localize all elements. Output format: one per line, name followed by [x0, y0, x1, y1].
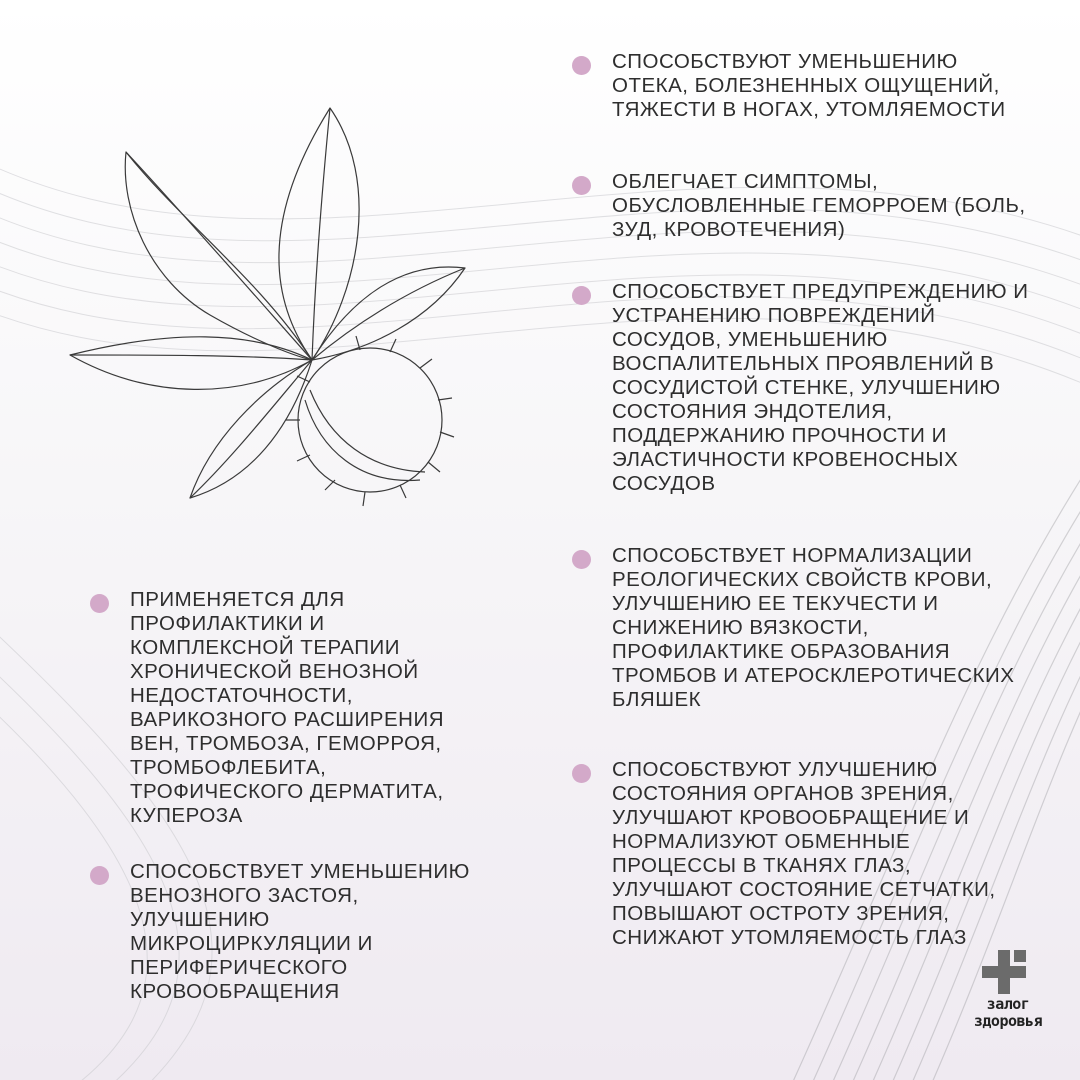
- bullet-dot: [90, 866, 109, 885]
- list-item-text: ОБЛЕГЧАЕТ СИМПТОМЫ, ОБУСЛОВЛЕННЫЕ ГЕМОРРОЕМ (БОЛЬ, ЗУД, КРОВОТЕЧЕНИЯ): [612, 170, 1026, 241]
- list-item: [572, 758, 1032, 950]
- list-item: [572, 170, 1032, 242]
- bullet-dot: [572, 286, 591, 305]
- list-item: [572, 280, 1032, 496]
- list-item: [90, 860, 490, 1004]
- list-item-text: СПОСОБСТВУЕТ НОРМАЛИЗАЦИИ РЕОЛОГИЧЕСКИХ СВОЙСТВ КРОВИ, УЛУЧШЕНИЮ ЕЕ ТЕКУЧЕСТИ И СНИЖЕНИЮ ВЯЗКОСТИ, ПРОФИЛАКТИКЕ ОБРАЗОВАНИЯ ТРОМБОВ И АТЕРОСКЛЕРОТИЧЕСКИХ БЛЯШЕК: [612, 544, 1015, 711]
- list-item-text: ПРИМЕНЯЕТСЯ ДЛЯ ПРОФИЛАКТИКИ И КОМПЛЕКСНОЙ ТЕРАПИИ ХРОНИЧЕСКОЙ ВЕНОЗНОЙ НЕДОСТАТОЧНОСТИ, ВАРИКОЗНОГО РАСШИРЕНИЯ ВЕН, ТРОМБОЗА, ГЕМОРРОЯ, ТРОМБОФЛЕБИТА, ТРОФИЧЕСКОГО ДЕРМАТИТА, КУПЕРОЗА: [130, 588, 444, 827]
- brand-logo: [958, 948, 1058, 1030]
- logo-text-line1: залог: [986, 995, 1030, 1013]
- list-item-text: СПОСОБСТВУЮТ УЛУЧШЕНИЮ СОСТОЯНИЯ ОРГАНОВ ЗРЕНИЯ, УЛУЧШАЮТ КРОВООБРАЩЕНИЕ И НОРМАЛИЗУЮТ ОБМЕННЫЕ ПРОЦЕССЫ В ТКАНЯХ ГЛАЗ, УЛУЧШАЮТ СОСТОЯНИЕ СЕТЧАТКИ, ПОВЫШАЮТ ОСТРОТУ ЗРЕНИЯ, СНИЖАЮТ УТОМЛЯЕМОСТЬ ГЛАЗ: [612, 758, 996, 949]
- list-item-text: СПОСОБСТВУЮТ УМЕНЬШЕНИЮ ОТЕКА, БОЛЕЗНЕННЫХ ОЩУЩЕНИЙ, ТЯЖЕСТИ В НОГАХ, УТОМЛЯЕМОСТИ: [612, 50, 1006, 121]
- list-item: [572, 50, 1032, 122]
- right-benefits-list: [572, 50, 1032, 950]
- list-item-text: СПОСОБСТВУЕТ УМЕНЬШЕНИЮ ВЕНОЗНОГО ЗАСТОЯ, УЛУЧШЕНИЮ МИКРОЦИРКУЛЯЦИИ И ПЕРИФЕРИЧЕСКОГО КРОВООБРАЩЕНИЯ: [130, 860, 470, 1003]
- medical-cross-icon: [980, 948, 1028, 996]
- bullet-dot: [572, 176, 591, 195]
- bullet-dot: [572, 56, 591, 75]
- left-benefits-list: [90, 588, 490, 1004]
- bullet-dot: [572, 764, 591, 783]
- bullet-dot: [90, 594, 109, 613]
- list-item-text: СПОСОБСТВУЕТ ПРЕДУПРЕЖДЕНИЮ И УСТРАНЕНИЮ ПОВРЕЖДЕНИЙ СОСУДОВ, УМЕНЬШЕНИЮ ВОСПАЛИТЕЛЬНЫХ ПРОЯВЛЕНИЙ В СОСУДИСТОЙ СТЕНКЕ, УЛУЧШЕНИЮ СОСТОЯНИЯ ЭНДОТЕЛИЯ, ПОДДЕРЖАНИЮ ПРОЧНОСТИ И ЭЛАСТИЧНОСТИ КРОВЕНОСНЫХ СОСУДОВ: [612, 280, 1029, 495]
- bullet-dot: [572, 550, 591, 569]
- chestnut-leaf-sketch-icon: [60, 100, 480, 520]
- logo-text-line2: здоровья: [973, 1012, 1043, 1030]
- list-item: [90, 588, 490, 828]
- list-item: [572, 544, 1032, 712]
